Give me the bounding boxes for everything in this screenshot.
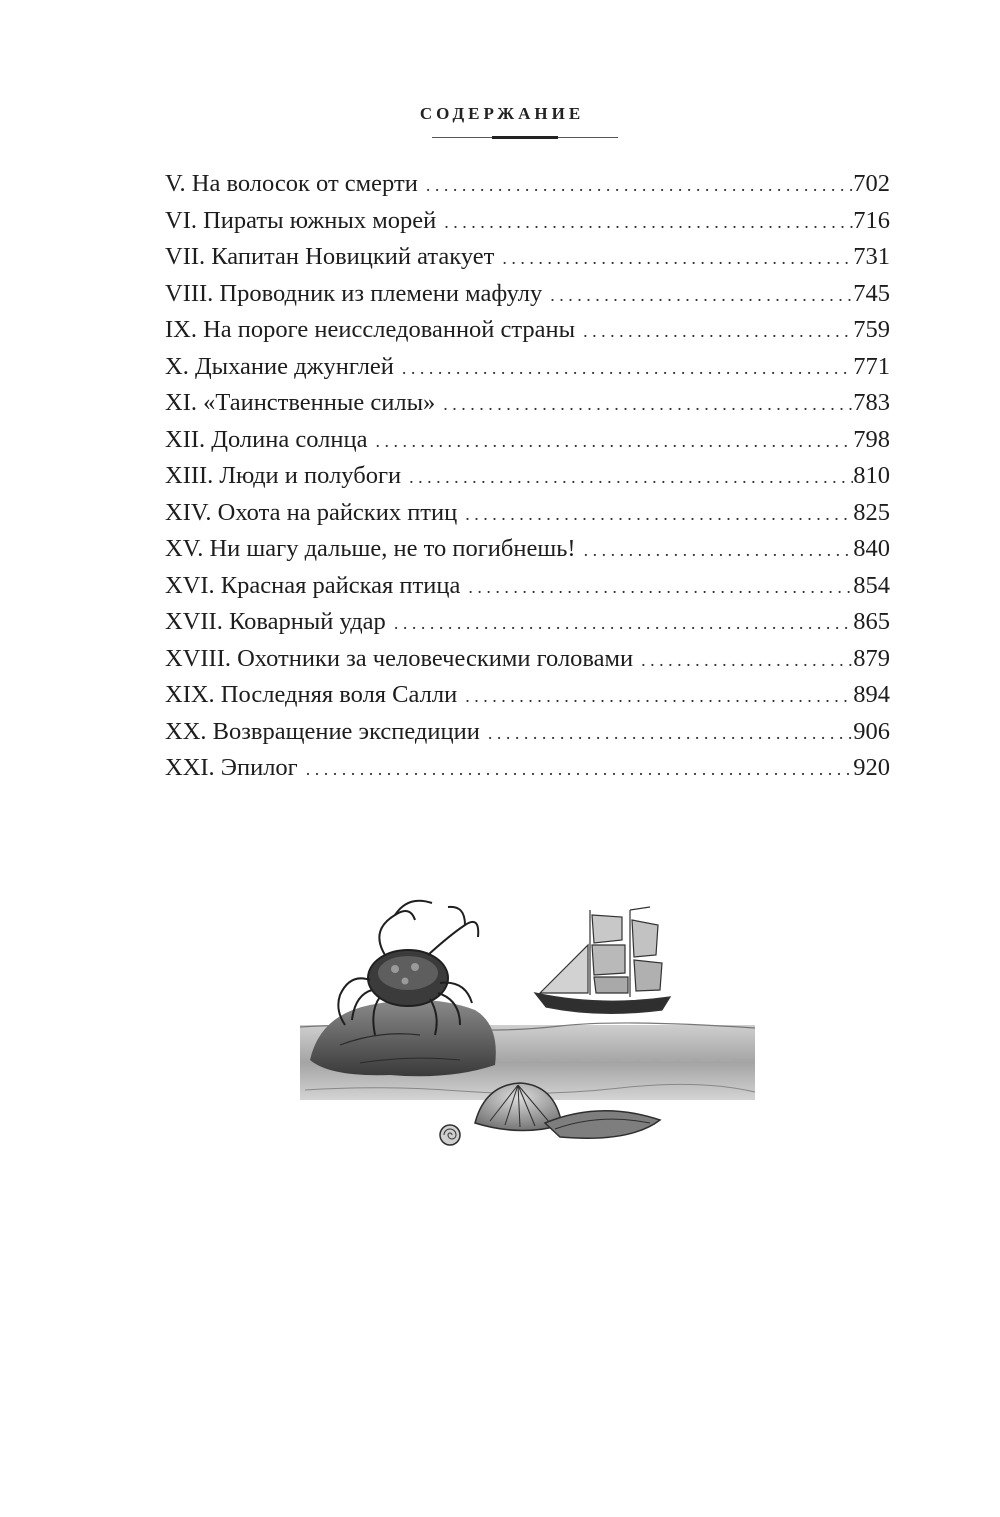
- dot-leader: [306, 759, 854, 780]
- dot-leader: [488, 723, 853, 744]
- dot-leader: [550, 285, 853, 306]
- toc-entry-title: X. Дыхание джунглей: [165, 352, 394, 380]
- toc-entry-page: 702: [853, 170, 890, 197]
- dot-leader: [465, 504, 853, 525]
- toc-entry-page: 920: [853, 754, 890, 781]
- title-underline-accent: [492, 136, 558, 139]
- toc-entry-title: XIX. Последняя воля Салли: [165, 681, 458, 708]
- toc-entry-title: XII. Долина солнца: [165, 425, 368, 453]
- toc-entry-page: 731: [853, 243, 890, 270]
- toc-entry-title: VII. Капитан Новицкий атакует: [165, 243, 495, 270]
- toc-entry-title: XI. «Таинственные силы»: [165, 389, 436, 416]
- toc-entry-page: 810: [853, 462, 890, 489]
- page-title: СОДЕРЖАНИЕ: [419, 104, 585, 123]
- toc-entry[interactable]: [165, 243, 890, 280]
- toc-entry-page: 879: [853, 644, 890, 672]
- dot-leader: [465, 686, 853, 707]
- dot-leader: [394, 613, 853, 634]
- dot-leader: [641, 650, 853, 671]
- toc-entry-title: IX. На пороге неисследованной страны: [165, 316, 576, 343]
- toc-entry[interactable]: [165, 681, 890, 718]
- toc-entry-page: 894: [853, 681, 890, 708]
- sailing-ship: [535, 907, 670, 1013]
- toc-entry-title: XV. Ни шагу дальше, не то погибнешь!: [165, 535, 576, 562]
- toc-entry-page: 783: [853, 389, 890, 416]
- toc-entry[interactable]: [165, 645, 890, 682]
- toc-entry-title: XIV. Охота на райских птиц: [165, 498, 458, 526]
- toc-entry-title: VI. Пираты южных морей: [165, 206, 437, 234]
- dot-leader: [584, 540, 854, 561]
- toc-entry-title: XVIII. Охотники за человеческими головами: [165, 644, 634, 672]
- toc-entry-title: V. На волосок от смерти: [165, 170, 418, 197]
- dot-leader: [468, 577, 853, 598]
- toc-entry-title: XVI. Красная райская птица: [165, 571, 461, 599]
- toc-entry[interactable]: [165, 572, 890, 609]
- dot-leader: [502, 248, 853, 269]
- toc-entry[interactable]: [165, 462, 890, 499]
- toc-entry[interactable]: [165, 207, 890, 244]
- toc-entry[interactable]: [165, 426, 890, 463]
- toc-entry-title: XX. Возвращение экспедиции: [165, 717, 480, 745]
- toc-entry[interactable]: [165, 353, 890, 390]
- toc-entry-page: 798: [853, 425, 890, 453]
- toc-entry-page: 825: [853, 498, 890, 526]
- dot-leader: [409, 467, 853, 488]
- toc-entry[interactable]: [165, 754, 890, 791]
- toc-entry-title: XVII. Коварный удар: [165, 608, 386, 635]
- toc-entry[interactable]: [165, 170, 890, 207]
- toc-entry-page: 771: [853, 352, 890, 380]
- dot-leader: [583, 321, 853, 342]
- toc-entry-page: 840: [853, 535, 890, 562]
- toc-entry[interactable]: [165, 389, 890, 426]
- toc-entry-page: 865: [853, 608, 890, 635]
- toc-entry-title: VIII. Проводник из племени мафулу: [165, 279, 543, 307]
- toc-entry[interactable]: [165, 499, 890, 536]
- toc-entry-page: 745: [853, 279, 890, 307]
- dot-leader: [444, 212, 853, 233]
- toc-entry[interactable]: [165, 535, 890, 572]
- page-header: [0, 104, 1000, 124]
- dot-leader: [402, 358, 853, 379]
- toc-entry[interactable]: [165, 280, 890, 317]
- toc-entry-page: 716: [853, 206, 890, 234]
- rock: [310, 1000, 496, 1076]
- dot-leader: [443, 394, 853, 415]
- toc-entry-title: XXI. Эпилог: [165, 754, 298, 781]
- sea-vignette-illustration: [300, 885, 760, 1160]
- table-of-contents: [165, 170, 890, 791]
- dot-leader: [426, 175, 853, 196]
- toc-entry[interactable]: [165, 718, 890, 755]
- toc-entry-page: 759: [853, 316, 890, 343]
- toc-entry-page: 854: [853, 571, 890, 599]
- toc-entry-title: XIII. Люди и полубоги: [165, 462, 402, 489]
- dot-leader: [375, 431, 853, 452]
- toc-entry[interactable]: [165, 316, 890, 353]
- toc-entry[interactable]: [165, 608, 890, 645]
- toc-entry-page: 906: [853, 717, 890, 745]
